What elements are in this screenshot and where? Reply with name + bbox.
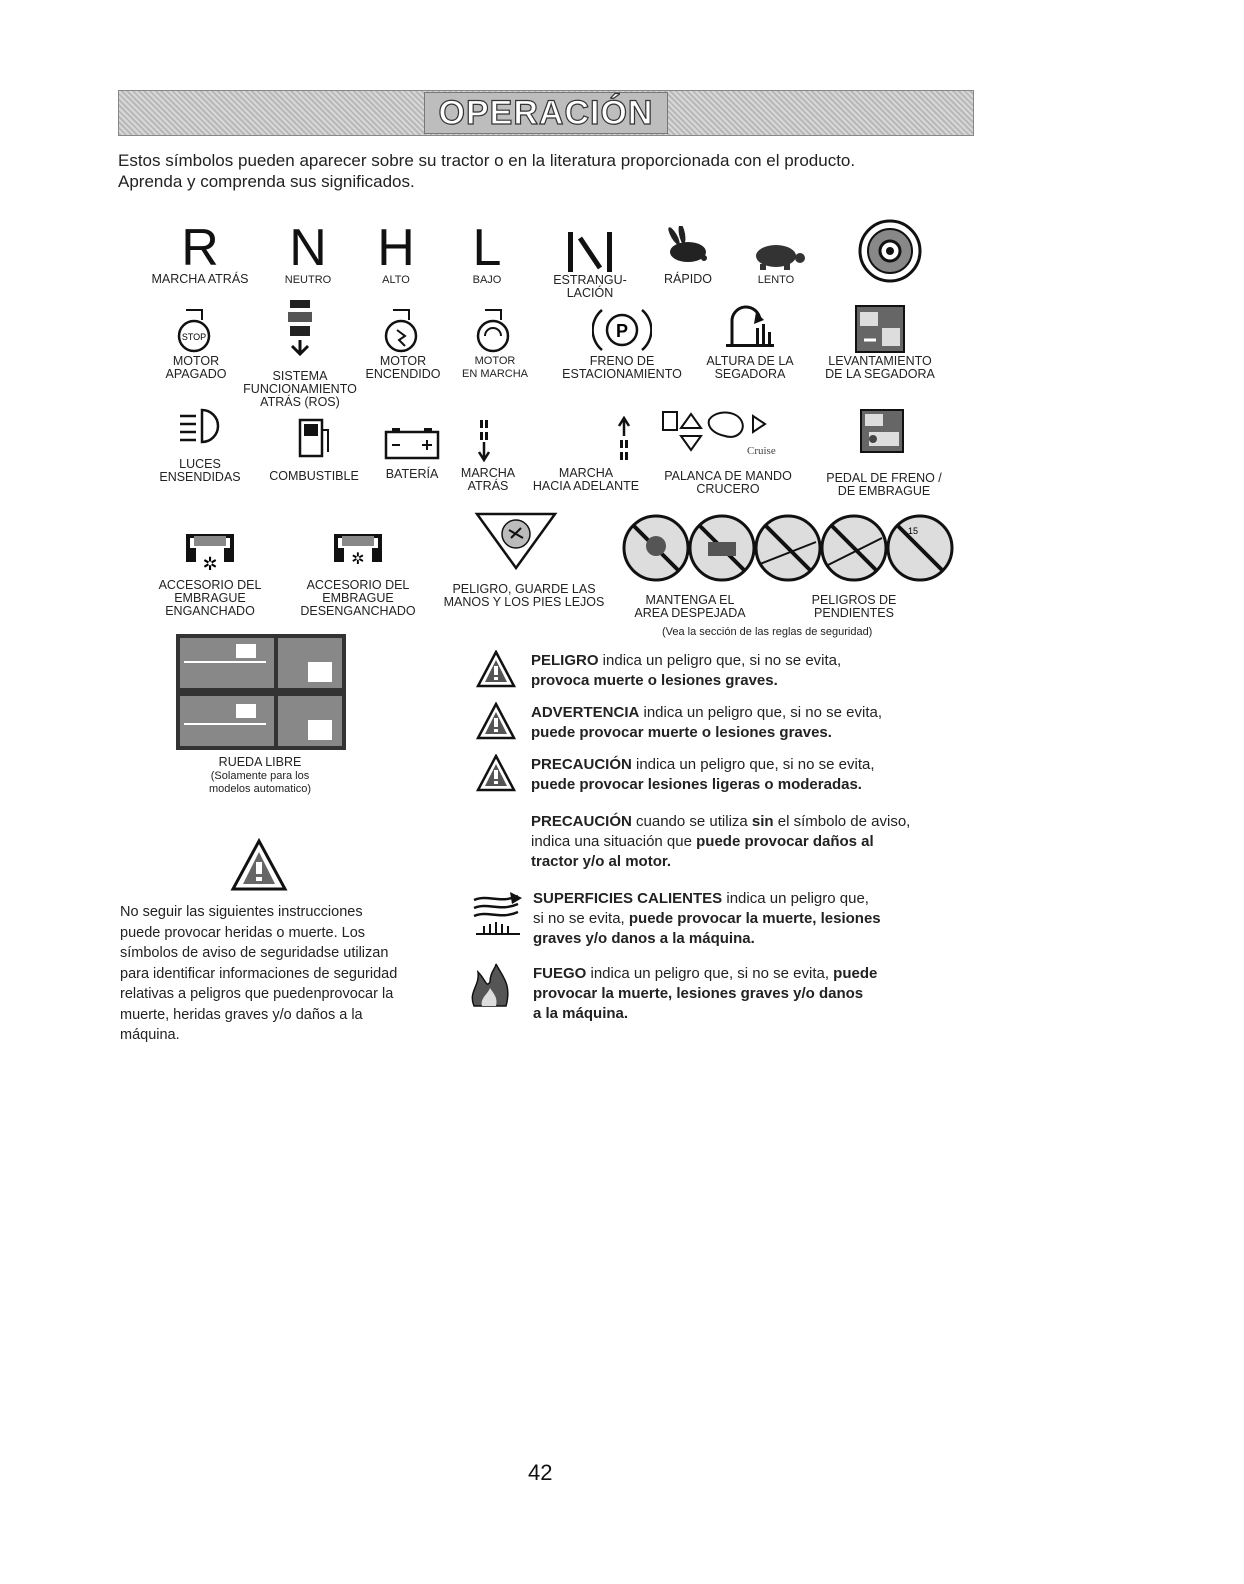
parking-brake-label: FRENO DE ESTACIONAMIENTO xyxy=(562,354,682,381)
safety-rules-note: (Vea la sección de las reglas de seguridad) xyxy=(662,626,873,638)
danger-definition: PELIGRO indica un peligro que, si no se evita, provoca muerte o lesiones graves. xyxy=(531,652,842,689)
reverse-letter: R xyxy=(181,219,219,277)
fire-definition: FUEGO indica un peligro que, si no se evita, puede provocar la muerte, lesiones graves y/o danos a la máquina. xyxy=(533,965,878,1022)
brake-pedal-label: PEDAL DE FRENO / DE EMBRAGUE xyxy=(826,471,942,498)
warning-definition: ADVERTENCIA indica un peligro que, si no se evita, puede provocar muerte o lesiones graves. xyxy=(531,704,882,741)
reverse-label: MARCHA ATRÁS xyxy=(151,272,249,286)
area-slope-icons xyxy=(620,512,954,586)
pto-disengaged-icon xyxy=(330,528,386,576)
engine-off-icon xyxy=(176,306,216,356)
hands-feet-hazard-icon xyxy=(473,510,559,572)
caution-definition: PRECAUCIÓN indica un peligro que, si no se evita, puede provocar lesiones ligeras o moderadas. xyxy=(531,756,875,793)
freewheel-icon xyxy=(176,634,346,750)
pto-engaged-icon xyxy=(182,528,238,576)
intro-text xyxy=(118,150,998,192)
keep-area-clear-icon-1 xyxy=(624,516,688,580)
page-title: OPERACIÓN xyxy=(424,92,669,134)
engine-off-label: MOTOR APAGADO xyxy=(165,354,227,381)
freewheel-label: RUEDA LIBRE xyxy=(218,755,302,769)
ros-label: SISTEMA FUNCIONAMIENTO ATRÁS (ROS) xyxy=(243,369,357,409)
mower-height-label: ALTURA DE LA SEGADORA xyxy=(706,354,794,381)
mower-lift-label: LEVANTAMIENTO DE LA SEGADORA xyxy=(825,354,935,381)
pto-engaged-label: ACCESORIO DEL EMBRAGUE ENGANCHADO xyxy=(158,578,262,618)
slope-hazard-label: PELIGROS DE PENDIENTES xyxy=(811,593,897,620)
danger-alert-icon xyxy=(476,650,516,690)
reverse-gear-icon xyxy=(474,416,494,464)
forward-gear-icon xyxy=(614,416,634,464)
headlights-label: LUCES ENSENDIDAS xyxy=(159,457,241,484)
intro-line-2: Aprenda y comprenda sus significados. xyxy=(118,172,415,191)
fast-label: RÁPIDO xyxy=(664,272,712,286)
engine-run-label: MOTOR EN MARCHA xyxy=(461,355,529,380)
cruise-control-icon xyxy=(655,406,805,462)
parking-brake-icon xyxy=(592,302,652,358)
reverse-gear-label: MARCHA ATRÁS xyxy=(460,466,516,493)
svg-text:STOP: STOP xyxy=(181,332,207,342)
engine-run-icon xyxy=(475,306,515,356)
key-switch-icon xyxy=(857,218,923,284)
fuel-label: COMBUSTIBLE xyxy=(269,469,359,483)
keep-area-clear-label: MANTENGA EL AREA DESPEJADA xyxy=(634,593,746,620)
svg-text:✲: ✲ xyxy=(202,554,218,575)
safety-alert-icon xyxy=(230,838,288,892)
slope-hazard-icon-1 xyxy=(756,516,820,580)
fire-icon xyxy=(466,962,516,1010)
turtle-icon xyxy=(746,238,810,270)
fuel-icon xyxy=(296,416,332,460)
neutral-letter: N xyxy=(289,219,327,277)
intro-line-1: Estos símbolos pueden aparecer sobre su tractor o en la literatura proporcionada con el producto. xyxy=(118,151,856,170)
hot-surface-icon xyxy=(470,890,526,940)
headlights-icon xyxy=(176,402,224,450)
mower-height-icon xyxy=(722,304,778,350)
low-letter: L xyxy=(472,219,502,277)
choke-icon xyxy=(562,228,618,276)
choke-label: ESTRANGU- LACIÓN xyxy=(553,273,627,300)
ros-icon xyxy=(282,298,318,358)
page-number: 42 xyxy=(528,1460,553,1485)
caution-no-symbol-definition: PRECAUCIÓN cuando se utiliza sin el símbolo de aviso, indica una situación que puede provocar daños al tractor y/o al motor. xyxy=(531,813,911,870)
forward-gear-label: MARCHA HACIA ADELANTE xyxy=(532,466,640,493)
brake-pedal-icon xyxy=(859,408,905,454)
header-banner xyxy=(118,90,974,136)
safety-intro-text: No seguir las siguientes instrucciones puede provocar heridas o muerte. Los símbolos de aviso de seguridadse utilizan para identificar informaciones de seguridad relativas a peligros que puedenprovocar la muerte, heridas graves y/o daños a la máquina. xyxy=(120,904,398,1043)
slow-label: LENTO xyxy=(757,274,795,286)
engine-on-label: MOTOR ENCENDIDO xyxy=(365,354,441,381)
hands-feet-hazard-label: PELIGRO, GUARDE LAS MANOS Y LOS PIES LEJOS xyxy=(443,582,605,609)
mower-lift-icon xyxy=(854,304,906,354)
high-label: ALTO xyxy=(382,274,410,286)
svg-text:P: P xyxy=(615,321,629,341)
caution-alert-icon xyxy=(476,754,516,794)
warning-alert-icon xyxy=(476,702,516,742)
rabbit-icon xyxy=(660,226,716,270)
freewheel-note: (Solamente para los modelos automatico) xyxy=(208,770,312,795)
cruise-control-label: PALANCA DE MANDO CRUCERO xyxy=(664,469,792,496)
high-letter: H xyxy=(377,219,415,277)
slope-hazard-icon-3 xyxy=(888,516,952,580)
engine-on-icon xyxy=(383,306,423,356)
cruise-icon-text: Cruise xyxy=(747,445,776,457)
keep-area-clear-icon-2 xyxy=(690,516,754,580)
pto-disengaged-label: ACCESORIO DEL EMBRAGUE DESENGANCHADO xyxy=(300,578,416,618)
low-label: BAJO xyxy=(472,274,502,286)
svg-text:✲: ✲ xyxy=(351,549,365,568)
hot-surface-definition: SUPERFICIES CALIENTES indica un peligro que, si no se evita, puede provocar la muerte, lesiones graves y/o danos a la máquina. xyxy=(533,890,881,947)
battery-icon xyxy=(382,426,442,462)
battery-label: BATERÍA xyxy=(385,467,439,481)
svg-text:15: 15 xyxy=(908,526,919,536)
slope-hazard-icon-2 xyxy=(822,516,886,580)
neutral-label: NEUTRO xyxy=(284,274,332,286)
